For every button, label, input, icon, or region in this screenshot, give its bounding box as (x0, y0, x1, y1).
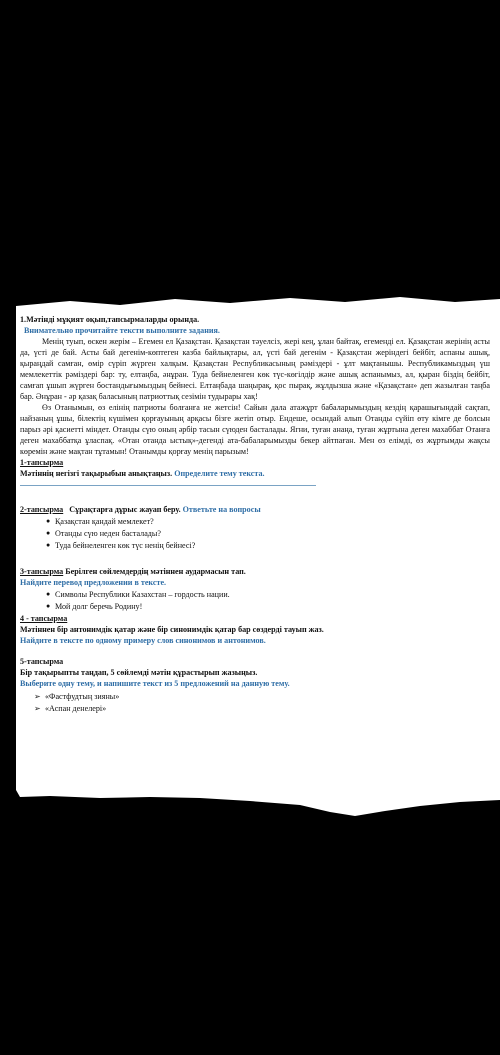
task2-label: 2-тапсырма (20, 505, 64, 514)
list-item: ● Туда бейнеленген көк түс ненің бейнесі? (46, 541, 196, 550)
task3-text-ru: Найдите перевод предложении в тексте. (20, 578, 167, 587)
arrow-bullet-icon: ➢ (34, 692, 41, 701)
task5-label: 5-тапсырма (20, 657, 64, 666)
task3-heading (20, 566, 490, 577)
list-item: ● Символы Республики Казахстан – гордость нации. (46, 590, 230, 599)
task2-list (46, 516, 490, 551)
bullet-icon: ● (46, 517, 51, 525)
bullet-icon: ● (46, 529, 51, 537)
task3-label: 3-тапсырма (20, 567, 64, 576)
bullet-icon: ● (46, 590, 51, 598)
title-kz: 1.Мәтінді мұқият оқып,тапсырмаларды орында. (20, 315, 200, 324)
document-page (16, 308, 500, 808)
task4-label: 4 - тапсырма (20, 614, 68, 623)
task3-text-kz: Берілген сөйлемдердің мәтіннен аудармасын тап. (65, 567, 246, 576)
task1-text-ru: Определите тему текста. (174, 469, 265, 478)
task1-text-kz: Мәтіннің негізгі тақырыбын анықтаңыз. (20, 469, 173, 478)
answer-line (20, 485, 316, 486)
bullet-icon: ● (46, 541, 51, 549)
list-item: ● Отанды сүю неден басталады? (46, 529, 161, 538)
title-ru: Внимательно прочитайте тексти выполните задания. (24, 326, 220, 335)
task5-text-ru: Выберите одну тему, и напишите текст из 5 предложений на данную тему. (20, 679, 290, 688)
task5-list (34, 691, 490, 714)
task3-list (46, 589, 490, 612)
task5-text-kz: Бір тақырыпты таңдап, 5 сөйлемді мәтін құрастырып жазыңыз. (20, 668, 258, 677)
task2-text-ru: Ответьте на вопросы (182, 505, 261, 514)
list-item: ● Мой долг беречь Родину! (46, 602, 143, 611)
arrow-bullet-icon: ➢ (34, 704, 41, 713)
paragraph-1: Менің туып, өскен жерім – Егемен ел Қазақстан. Қазақстан тәуелсіз, жері кең, ұлан байтақ, егеменді ел. Қазақстан жерінің асты да, үсті де бай. Асты бай дегенім-көптеген казба байлықтары, ал, үсті бай дегенім - Қазақстан жеріндегі бейбіт, аспаны ашық, қыраңдай самған, өмір сүріп жүрген халқым. Қазақстан Республикасының рәміздері - ұлт мақтанышы. Республикамыздың үш мемлекеттік рәміздері бар: ту, елтаңба, әнұран. Туда бейнеленген көк түс-көгілдір және ашық аспанымыз, ал, қыран біздің бейбіт, самғап ұшып жүрген бостандығымыздың бейнесі. Елтаңбада шаңырақ, қос пырақ, жұлдызша және «Қазақстан» деп жазылған таңба бар. Әнұран - әр қазақ баласының патриоттық сезімін тудырары хақ! (20, 337, 490, 401)
task2-text-kz: Сұрақтарға дұрыс жауап беру. (69, 505, 181, 514)
task1-label: 1-тапсырма (20, 458, 64, 467)
list-item: ● Қазақстан қандай мемлекет? (46, 517, 154, 526)
list-item: ➢ «Аспан денелері» (34, 704, 107, 713)
task1-text (20, 468, 490, 479)
task2-heading (20, 504, 490, 515)
list-item: ➢ «Фастфудтың зияны» (34, 692, 120, 701)
paragraph-2: Өз Отанымын, өз елінің патриоты болғанға не жетсін! Сайын дала атажұрт бабаларымыздың кездің қарашығындай сақтап, найзаның ұшы, білектің күшімен қорғауының арқасы бізге жетіп отыр. Ендеше, осындай алып Отанды сүйіп өту кімге де болсын парыз әрі қасиетті міндет. Отанды сүю оның әрбір тасын сүюден басталады. Ягни, туған анаңа, туған жұртына деген махаббат Отанға деген махаббатқа ұласпақ. «Отан отанда ыстық»-дегенді ата-бабаларымызды бекер айтпаған. Мен өз елімді, өз жұртымды жақсы көремін және мақтан тұтамын! Отанымды қорғау менің парызым! (20, 403, 490, 456)
task4-text-ru: Найдите в тексте по одному примеру слов синонимов и антонимов. (20, 636, 266, 645)
task4-text-kz: Мәтіннен бір антонимдік қатар және бір синонимдік қатар бар сөздерді тауып жаз. (20, 625, 324, 634)
bullet-icon: ● (46, 602, 51, 610)
